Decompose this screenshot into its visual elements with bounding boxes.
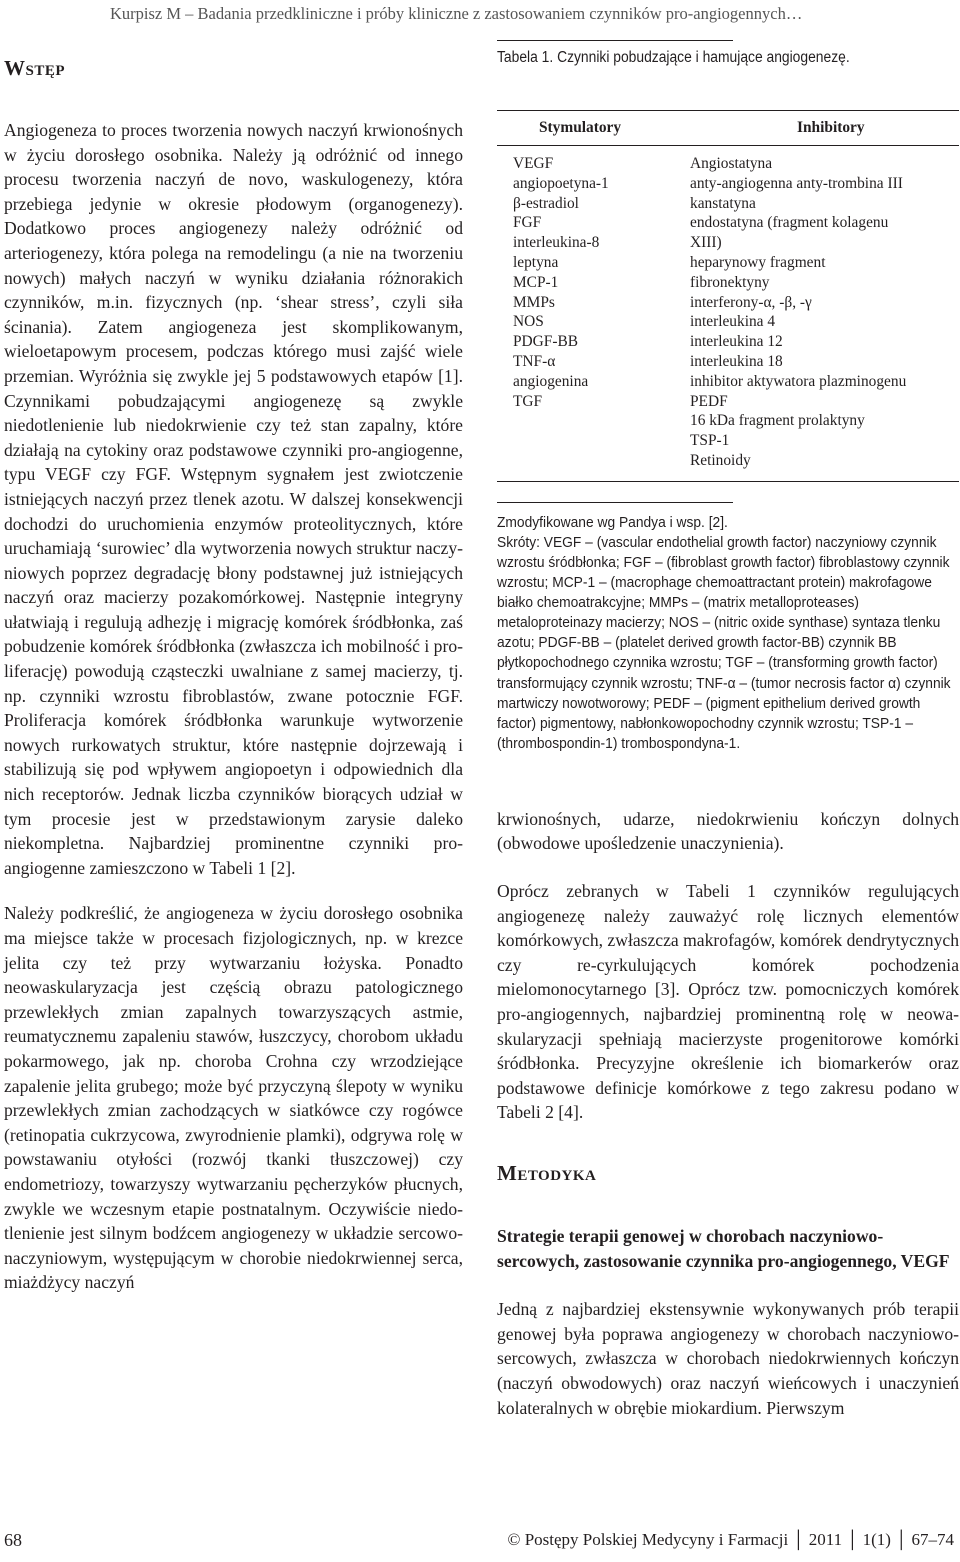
stimulator-item: FGF (513, 214, 542, 232)
running-header: Kurpisz M – Badania przedkliniczne i próby kliniczne z zastosowaniem czynników pro-angiogennych… (110, 4, 803, 23)
table-caption: Tabela 1. Czynniki pobudzające i hamujące angiogenezę. (497, 49, 850, 66)
stimulator-item: VEGF (513, 155, 554, 172)
stimulator-item: interleukina-8 (513, 234, 600, 252)
page-number: 68 (4, 1530, 22, 1550)
inhibitor-item: Angiostatyna (690, 155, 773, 172)
section-heading-wstep: Wstęp (4, 56, 66, 80)
intro-paragraph-2: Należy podkreślić, że angiogeneza w życiu dorosłego osobnika ma miejsce także w procesach fizjologicznych, np. w krezce jelita czy też przy wytwarzaniu łożyska. Ponadto neowaskularyzacja jest częścią obrazu patologicznego przewlekłych zmian zapalnych towarzyszących astmie, reumatycznemu zapaleniu stawów, łuszczycy, chorobom układu pokarmowego, jak np. choroba Crohna czy wrzodziejące zapalenie jelita grubego; może być przyczyną ślepoty w wyniku przewlekłych zmian zachodzących w siatkówce czy rogówce (retinopatia cukrzycowa, zwyrodnienie plamki), odgrywa rolę w powstawaniu otyłości (rozwój tkanki tłuszczowej) czy endometriozy, towarzyszy wytwarzaniu pęcherzyków płucnych, zwykle we wczesnym etapie postnatalnym. Oczywiście niedotlenienie jest silnym bodźcem angiogenezy w układzie sercowo-naczyniowym, występującym w chorobie niedokrwiennej serca, miażdżycy naczyń (4, 903, 463, 1293)
inhibitor-item: interleukina 4 (690, 313, 776, 331)
stimulator-item: NOS (513, 313, 544, 331)
stimulator-item: TGF (513, 392, 543, 410)
inhibitor-item: TSP-1 (690, 432, 730, 450)
stimulator-item: angiogenina (513, 372, 589, 390)
header-stimulators: Stymulatory (539, 119, 622, 136)
section-heading-metodyka: Metodyka (497, 1161, 597, 1185)
table-abbreviations: Skróty: VEGF – (vascular endothelial growth factor) naczyniowy czynnik wzrostu śródbłonka; FGF – (fibroblast growth factor) fibroblastowy czynnik wzrostu; MCP-1 – (macrophage chemoattractant protein) makrofagowe białko chemoatrakcyjne; MMPs – (matrix metalloproteases) metaloproteinazy macierzy; NOS – (nitric oxide synthase) syntaza tlenku azotu; PDGF-BB – (platelet derived growth factor-BB) czynnik BB płytkopochodnego czynnika wzrostu; TGF – (transforming growth factor) transformujący czynnik wzrostu; TNF-α – (tumor necrosis factor α) czynnik martwiczy nowotworowy; PEDF – (pigment epithelium derived growth factor) pigmentowy, nabłonkowopochodny czynnik wzrostu; TSP-1 – (thrombospondin-1) trombospondyna-1. (497, 533, 951, 752)
table-header-row (497, 111, 959, 146)
caption-rule (497, 40, 733, 41)
right-paragraph-1: krwionośnych, udarze, niedokrwieniu kończyn dolnych (obwodowe upośledzenie unaczynienia). (497, 808, 959, 854)
stimulators-column (497, 154, 690, 471)
inhibitor-item: endostatyna (fragment kolagenu (690, 214, 889, 232)
stimulator-item: PDGF-BB (513, 333, 579, 351)
intro-paragraph-1: Angiogeneza to proces tworzenia nowych naczyń krwionośnych w życiu dorosłego osobnika. Należy ją odróżnić od innego procesu tworzenia naczyń de novo, waskulogenezy, która przebiega jedynie w okresie płodowym (organogenezy). Dodatkowo proces angiogenezy należy odróżnić od arteriogenezy, która polega na remodelingu (a nie na tworzeniu nowych) małych naczyń w wyniku działania różnorakich czynników, m.in. fizycznych (np. ‘shear stress’, czyli siła ścinania). Zatem angiogeneza jest skomplikowanym, wieloetapowym procesem, podczas którego musi zajść wiele przemian. Wyróżnia się zwykle jej 5 podstawowych etapów [1]. Czynnikami pobudzającymi angiogenezę są zwykle niedotlenienie lub niedokrwienie czy też stan zapalny, które działają na cytokiny oraz podstawowe czynniki pro-angiogenne, typu VEGF czy FGF. Wstępnym sygnałem jest zwiotczenie istniejących naczyń przez tlenek azotu. W dalszej konsekwencji dochodzi do uruchomienia enzymów proteolitycznych, które uruchamiają ‘surowiec’ dla wytworzenia nowych struktur naczyniowych poprzez degradację błony podstawnej już istniejących naczyń oraz macierzy pozakomórkowej. Następnie integryny ułatwiają i regulują adhezję i migrację komórek śródbłonka, zaś pobudzenie komórek śródbłonka (zwłaszcza ich mobilność i proliferację) powodują cząsteczki uwalniane z samej macierzy, tj. np. czynniki wzrostu fibroblastów, zwane potocznie FGF. Proliferacja komórek śródbłonka warunkuje wytworzenie nowych rurkowatych struktur, które następnie dojrzewają i stabilizują się pod wpływem angiopoetyn i odpowiednich dla nich receptorów. Jednak liczba czynników biorących udział w tym procesie jest w przedstawionym zarysie daleko niekompletna. Najbardziej prominentne czynniki pro-angiogenne zamieszczono w Tabeli 1 [2]. (4, 120, 463, 878)
methods-paragraph-1: Jedną z najbardziej ekstensywnie wykonywanych prób terapii genowej była poprawa angiogenezy w chorobach naczyniowo-sercowych, zwłaszcza w chorobach niedokrwiennych kończyn (naczyń obwodowych) oraz naczyń wieńcowych i unaczynień kolateralnych w obrębie miokardium. Pierwszym (497, 1299, 959, 1418)
inhibitor-item: PEDF (690, 392, 728, 410)
journal-footer: © Postępy Polskiej Medycyny i Farmacji │ 2011 │ 1(1) │ 67–74 (507, 1530, 954, 1549)
table-notes (497, 502, 959, 754)
inhibitor-item: anty-angiogenna anty-trombina III (690, 174, 903, 192)
stimulator-item: β-estradiol (513, 194, 579, 212)
inhibitor-item: kanstatyna (690, 194, 756, 212)
factor-table (497, 110, 959, 482)
inhibitor-item: Retinoidy (690, 451, 751, 469)
table-source-note: Zmodyfikowane wg Pandya i wsp. [2]. (497, 513, 728, 531)
inhibitor-item: interleukina 12 (690, 333, 783, 351)
right-paragraph-2: Oprócz zebranych w Tabeli 1 czynników regulujących angiogenezę należy zauważyć rolę licznych elementów komórkowych, zwłaszcza makrofagów, komórek dendrytycznych czy re-cyrkulujących komórek pochodzenia mielomonocytarnego [3]. Oprócz tzw. pomocniczych komórek pro-angiogennych, najbardziej prominentną rolę w neowaskularyzacji spełniają macierzyste progenitorowe komórki śródbłonka. Precyzyjne określenie ich biomarkerów oraz podstawowe definicje komórkowe z tego zakresu podano w Tabeli 2 [4]. (497, 881, 959, 1123)
inhibitor-item: fibronektyny (690, 273, 770, 291)
subsection-heading: Strategie terapii genowej w chorobach naczyniowo-sercowych, zastosowanie czynnika pro-angiogennego, VEGF (497, 1226, 950, 1271)
stimulator-item: MCP-1 (513, 273, 559, 291)
header-inhibitors: Inhibitory (797, 119, 865, 136)
inhibitor-item: interleukina 18 (690, 352, 783, 370)
inhibitor-item: interferony-α, -β, -γ (690, 293, 812, 311)
stimulator-item: TNF-α (513, 352, 556, 370)
inhibitor-item: XIII) (690, 234, 722, 252)
right-column (497, 40, 959, 1420)
stimulator-item: angiopoetyna-1 (513, 174, 609, 192)
stimulator-item: leptyna (513, 253, 559, 271)
stimulator-item: MMPs (513, 293, 555, 311)
inhibitor-item: inhibitor aktywatora plazminogenu (690, 372, 907, 390)
inhibitor-item: heparynowy fragment (690, 253, 826, 271)
inhibitors-column (690, 154, 959, 471)
notes-rule (497, 502, 733, 503)
left-column (4, 56, 463, 1295)
inhibitor-item: 16 kDa fragment prolaktyny (690, 412, 865, 430)
table-body (497, 146, 959, 481)
